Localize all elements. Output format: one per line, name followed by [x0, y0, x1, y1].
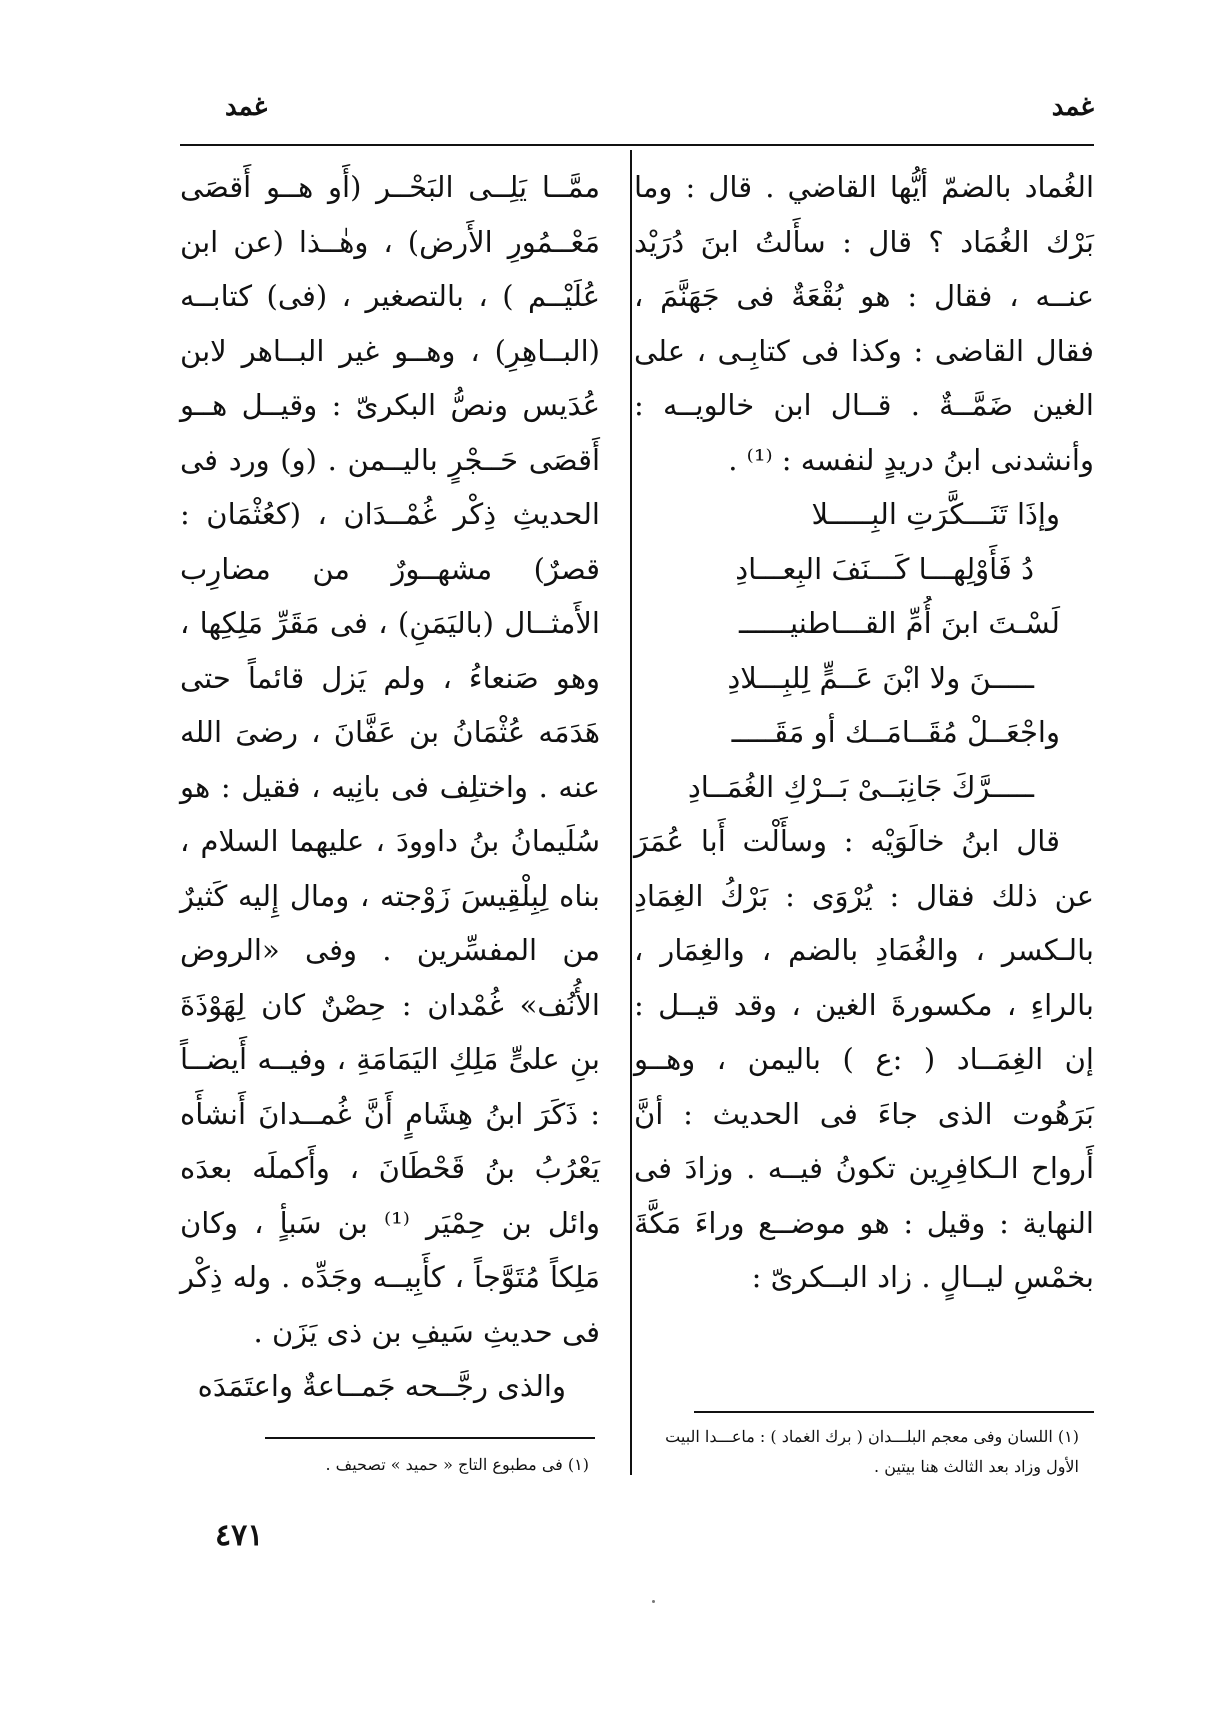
scan-speck	[652, 1600, 655, 1603]
header-rule	[180, 144, 1094, 146]
running-head-right: غمد	[1051, 92, 1094, 122]
right-column-paragraph-2: قال ابنُ خالَوَيْه : وسأَلْت أَبا عُمَرَ عن ذلك فقال : يُرْوَى : بَرْكُ الغِمَادِ بالـكسر ، والغُمَادِ بالضم ، والغِمَار ، بالراءِ ، مكسورةَ الغين ، وقد قيــل : إن الغِمَــاد ( :ع ) باليمن ، وهــو بَرَهُوت الذى جاءَ فى الحديث : أنَّ أَرواح الـكافِرِين تكونُ فيــه . وزادَ فى النهاية : وقيل : هو موضــع وراءَ مَكَّةَ بخمْسِ ليــالٍ . زاد البــكرىّ :	[634, 824, 1094, 1294]
right-column-paragraph-1: الغُماد بالضمّ أيُّها القاضي . قال : وما بَرْك الغُمَاد ؟ قال : سأَلتُ ابنَ دُرَيْد عنــه ، فقال : هو بُقْعَةٌ فى جَهَنَّمَ ، فقال القاضى : وكذا فى كتابِـى ، على الغين ضَمَّــةٌ . قــال ابن خالويــه : وأنشدنى ابنُ دريدٍ لنفسه : ⁽¹⁾ .	[634, 170, 1094, 477]
left-column-paragraph-1: ممَّــا يَلِــى البَحْــر (أَو هــو أَقصَى مَعْــمُورِ الأَرض) ، وهٰــذا (عن ابن عُلَيْــم ) ، بالتصغير ، (فى) كتابــه (البــاهِرِ) ، وهــو غير البــاهر لابن عُدَيس ونصُّ البكرىّ : وقيــل هــو أَقصَى حَــجْرٍ باليــمن . (و) ورد فى الحديثِ ذِكْر غُمْــدَان ، (كعُثْمَان : قصرٌ) مشهــورٌ من مضارِب الأَمثــال (باليَمَنِ) ، فى مَقَرِّ مَلِكِها ، وهو صَنعاءُ ، ولم يَزل قائماً حتى هَدَمَه عُثْمَانُ بن عَفَّانَ ، رضىَ الله عنه . واختلِف فى بانِيه ، فقيل : هو سُلَيمانُ بنُ داوودَ ، عليهما السلام ، بناه لِبِلْقِيسَ زَوْجته ، ومال إِليه كَثيرٌ من المفسِّرين . وفى «الروض الأُنُف» غُمْدان : حِصْنٌ كان لِهَوْذَةَ بنِ علىٍّ مَلِكِ اليَمَامَةِ ، وفيــه أَيضــاً : ذَكَرَ ابنُ هِشَامٍ أَنَّ غُمــدانَ أَنشأَه يَعْرُبُ بنُ قَحْطَانَ ، وأَكملَه بعدَه وائل بن حِمْيَر ⁽¹⁾ بن سَبأٍ ، وكان مَلِكاً مُتَوَّجاً ، كأَبِيــه وجَدِّه . وله ذِكْر فى حديثِ سَيفِ بن ذى يَزَن .	[180, 170, 600, 1349]
footnote-right: (١) اللسان وفى معجم البلـــدان ( برك الغماد ) : ماعـــدا البيت الأول وزاد بعد الثالث هنا بيتين .	[665, 1427, 1079, 1476]
poem-line: ـــــنَ ولا ابْنَ عَــمٍّ لِلبِـــلادِ	[727, 660, 1034, 695]
footnote-left: (١) فى مطبوع التاج « حميد » تصحيف .	[325, 1455, 589, 1474]
left-column	[180, 160, 600, 1414]
poem-line: لَسْـتَ ابنَ أُمِّ القـــاطنيــــــ	[739, 606, 1060, 640]
footnote-rule-left	[265, 1437, 595, 1439]
poem	[634, 487, 1094, 814]
running-head-left: غمد	[225, 92, 268, 122]
poem-line: واجْعَــلْ مُقَــامَــك أو مَقَـــــ	[731, 715, 1060, 749]
footnote-rule-right	[694, 1411, 1094, 1413]
poem-line: ـــــرَّكَ جَانِبَــىْ بَــرْكِ الغُمَــادِ	[687, 769, 1034, 804]
left-column-paragraph-2: والذى رجَّــحه جَمــاعةٌ واعتَمَدَه	[197, 1369, 566, 1403]
column-divider	[630, 150, 632, 1475]
poem-line: وإذَا تَنَـــكَّرَتِ البِـــــلا	[811, 497, 1060, 531]
page-number: ٤٧١	[215, 1518, 264, 1553]
right-column	[634, 160, 1094, 1305]
poem-line: دُ فَأَوْلِهـــا كَـــنَفَ البِعـــادِ	[735, 551, 1034, 586]
